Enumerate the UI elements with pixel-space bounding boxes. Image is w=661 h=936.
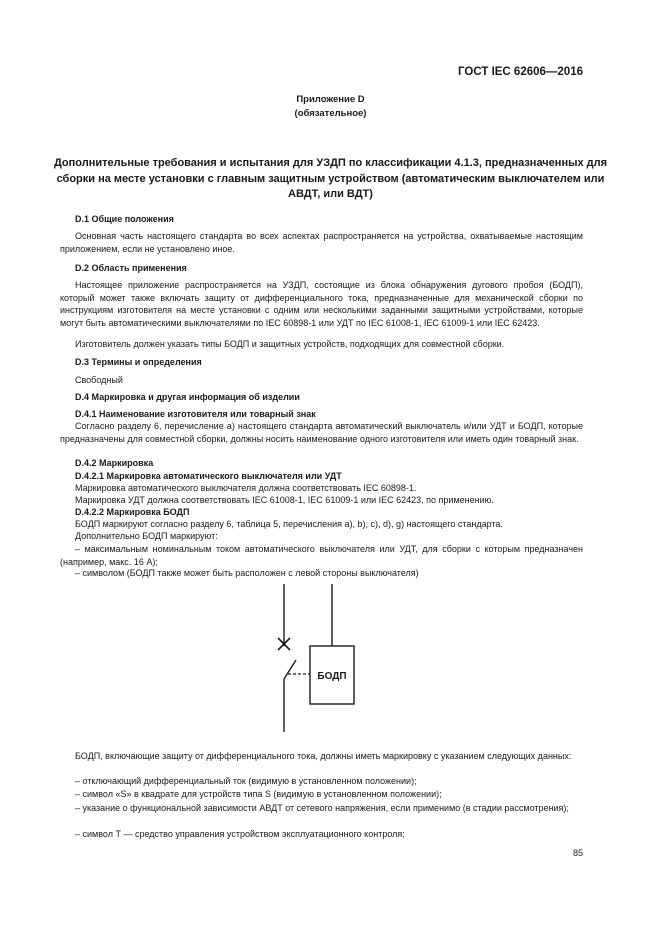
d3-heading: D.3 Термины и определения xyxy=(75,357,202,367)
d3-text: Свободный xyxy=(75,375,123,385)
after-item-1: – отключающий дифференциальный ток (видимую в установленном положении); xyxy=(75,776,417,786)
d41-text: Согласно разделу 6, перечисление а) настоящего стандарта автоматический выключатель и/или УДТ и БОДП, которые предназначены для совместной сборки, должны носить наименование одного изготовителя или иметь один товарный знак. xyxy=(60,421,583,444)
d1-heading: D.1 Общие положения xyxy=(75,214,174,224)
d1-text: Основная часть настоящего стандарта во всех аспектах распространяется на устройства, охватываемые настоящим приложением, если не установлено иное. xyxy=(60,231,583,254)
switch-contact xyxy=(284,660,296,679)
document-id: ГОСТ IEC 62606—2016 xyxy=(458,66,583,78)
d421-text1: Маркировка автоматического выключателя должна соответствовать IEC 60898-1. xyxy=(75,483,417,493)
d2-text2: Изготовитель должен указать типы БОДП и защитных устройств, подходящих для совместной сборки. xyxy=(75,339,505,349)
d4-heading: D.4 Маркировка и другая информация об изделии xyxy=(75,392,300,402)
d421-text2: Маркировка УДТ должна соответствовать IEC 61008-1, IEC 61009-1 или IEC 62423, по применению. xyxy=(75,495,494,505)
d422-text1: БОДП маркируют согласно разделу 6, таблица 5, перечисления а), b), c), d), g) настоящего стандарта. xyxy=(75,519,503,529)
d422-text2: Дополнительно БОДП маркируют: xyxy=(75,531,218,541)
section-title: Дополнительные требования и испытания для УЗДП по классификации 4.1.3, предназначенных для сборки на месте установки с главным защитным устройством (автоматическим выключателем или АВДТ, или ВДТ) xyxy=(53,157,608,200)
d41-heading: D.4.1 Наименование изготовителя или товарный знак xyxy=(75,409,316,419)
after-item-3: – указание о функциональной зависимости АВДТ от сетевого напряжения, если применимо (в стадии рассмотрения); xyxy=(75,803,569,813)
d2-text1: Настоящее приложение распространяется на УЗДП, состоящие из блока обнаружения дугового пробоя (БОДП), который может также включать защиту от дифференциального тока, предназначенные для механической сборки по инструкциям изготовителя на месте установки с одним или несколькими заданными защитными устройствами, которые могут быть автоматическими выключателями по IEC 60898-1 или УДТ по IEC 61008-1, IEC 61009-1 или IEC 62423. xyxy=(60,280,583,328)
d2-heading: D.2 Область применения xyxy=(75,263,187,273)
bodp-box-label: БОДП xyxy=(317,671,347,682)
page-number: 85 xyxy=(572,848,583,858)
d422-heading: D.4.2.2 Маркировка БОДП xyxy=(75,507,190,517)
d421-heading: D.4.2.1 Маркировка автоматического выключателя или УДТ xyxy=(75,471,342,481)
after-intro: БОДП, включающие защиту от дифференциального тока, должны иметь маркировку с указанием следующих данных: xyxy=(75,751,572,761)
d422-item-1: – максимальным номинальным током автоматического выключателя или УДТ, для сборки с которым предназначен (например, макс. 16 А); xyxy=(60,544,583,567)
bodp-symbol-diagram xyxy=(264,584,374,736)
appendix-status: (обязательное) xyxy=(294,108,367,119)
d422-item-2: – символом (БОДП также может быть расположен с левой стороны выключателя) xyxy=(75,568,419,578)
d42-heading: D.4.2 Маркировка xyxy=(75,458,154,468)
appendix-title: Приложение D xyxy=(296,94,365,105)
after-item-2: – символ «S» в квадрате для устройств типа S (видимую в установленном положении); xyxy=(75,789,442,799)
after-item-4: – символ Т — средство управления устройством эксплуатационного контроля; xyxy=(75,829,405,839)
